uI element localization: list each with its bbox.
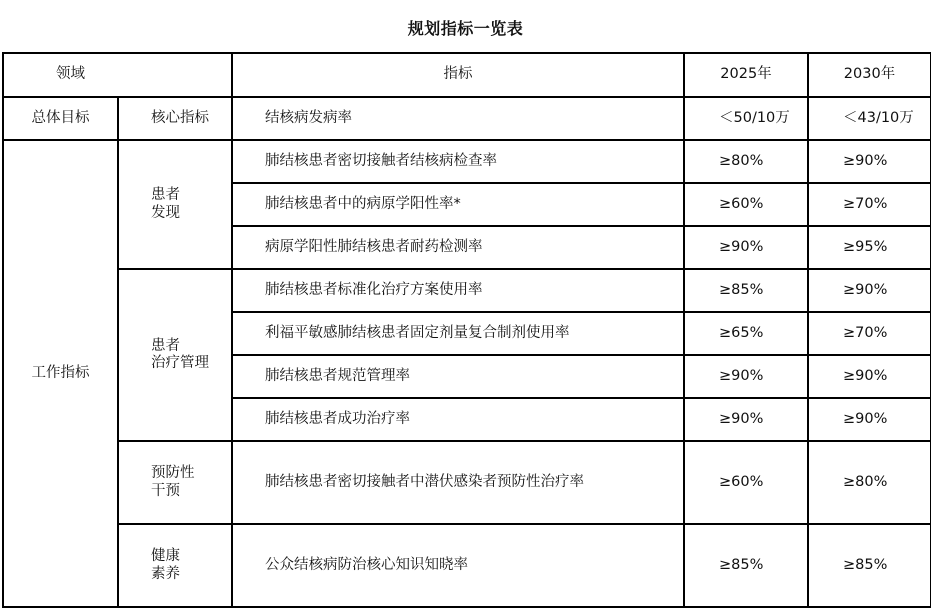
domain-overall: 总体目标 (3, 97, 118, 140)
indicator-cell: 肺结核患者规范管理率 (232, 355, 684, 398)
indicator-table (2, 52, 931, 608)
sub-domain-literacy (118, 524, 232, 607)
table-row (3, 97, 931, 140)
value-2030: ≥80% (808, 441, 931, 524)
indicator-cell: 结核病发病率 (232, 97, 684, 140)
value-2030: ≥85% (808, 524, 931, 607)
value-2025: ≥60% (684, 441, 808, 524)
value-2025: ≥90% (684, 226, 808, 269)
value-2030: ＜43/10万 (808, 97, 931, 140)
value-2030: ≥90% (808, 269, 931, 312)
indicator-cell: 病原学阳性肺结核患者耐药检测率 (232, 226, 684, 269)
page-title: 规划指标一览表 (407, 19, 524, 38)
value-2025: ≥65% (684, 312, 808, 355)
sub-domain-core: 核心指标 (118, 97, 232, 140)
sub-domain-line1: 预防性 (151, 465, 195, 482)
value-2025: ≥90% (684, 398, 808, 441)
sub-domain-line2: 素养 (151, 565, 180, 582)
sub-domain-detection (118, 140, 232, 269)
value-2025: ≥60% (684, 183, 808, 226)
value-2030: ≥90% (808, 355, 931, 398)
sub-domain-line2: 干预 (151, 482, 180, 499)
sub-domain-line1: 健康 (151, 548, 180, 565)
indicator-cell: 肺结核患者中的病原学阳性率* (232, 183, 684, 226)
sub-domain-line1: 患者 (151, 337, 180, 354)
sub-domain-line2: 发现 (151, 204, 180, 221)
sub-domain-prevention (118, 441, 232, 524)
value-2030: ≥90% (808, 140, 931, 183)
table-row (3, 524, 931, 607)
value-2025: ＜50/10万 (684, 97, 808, 140)
table-row (3, 441, 931, 524)
sub-domain-line2: 治疗管理 (151, 355, 209, 371)
sub-domain-treatment (118, 269, 232, 441)
domain-work: 工作指标 (3, 140, 118, 607)
value-2025: ≥85% (684, 269, 808, 312)
table-row (3, 269, 931, 312)
value-2030: ≥70% (808, 312, 931, 355)
header-year-2025: 2025年 (684, 53, 808, 97)
value-2030: ≥90% (808, 398, 931, 441)
value-2025: ≥85% (684, 524, 808, 607)
value-2030: ≥70% (808, 183, 931, 226)
table-header-row (3, 53, 931, 97)
indicator-cell: 肺结核患者标准化治疗方案使用率 (232, 269, 684, 312)
value-2025: ≥80% (684, 140, 808, 183)
table-row (3, 140, 931, 183)
indicator-cell: 肺结核患者密切接触者中潜伏感染者预防性治疗率 (232, 441, 684, 524)
indicator-cell: 肺结核患者密切接触者结核病检查率 (232, 140, 684, 183)
header-indicator: 指标 (232, 53, 684, 97)
sub-domain-line1: 患者 (151, 187, 180, 204)
indicator-cell: 公众结核病防治核心知识知晓率 (232, 524, 684, 607)
header-domain: 领域 (3, 53, 232, 97)
indicator-cell: 肺结核患者成功治疗率 (232, 398, 684, 441)
header-year-2030: 2030年 (808, 53, 931, 97)
value-2025: ≥90% (684, 355, 808, 398)
indicator-cell: 利福平敏感肺结核患者固定剂量复合制剂使用率 (232, 312, 684, 355)
value-2030: ≥95% (808, 226, 931, 269)
